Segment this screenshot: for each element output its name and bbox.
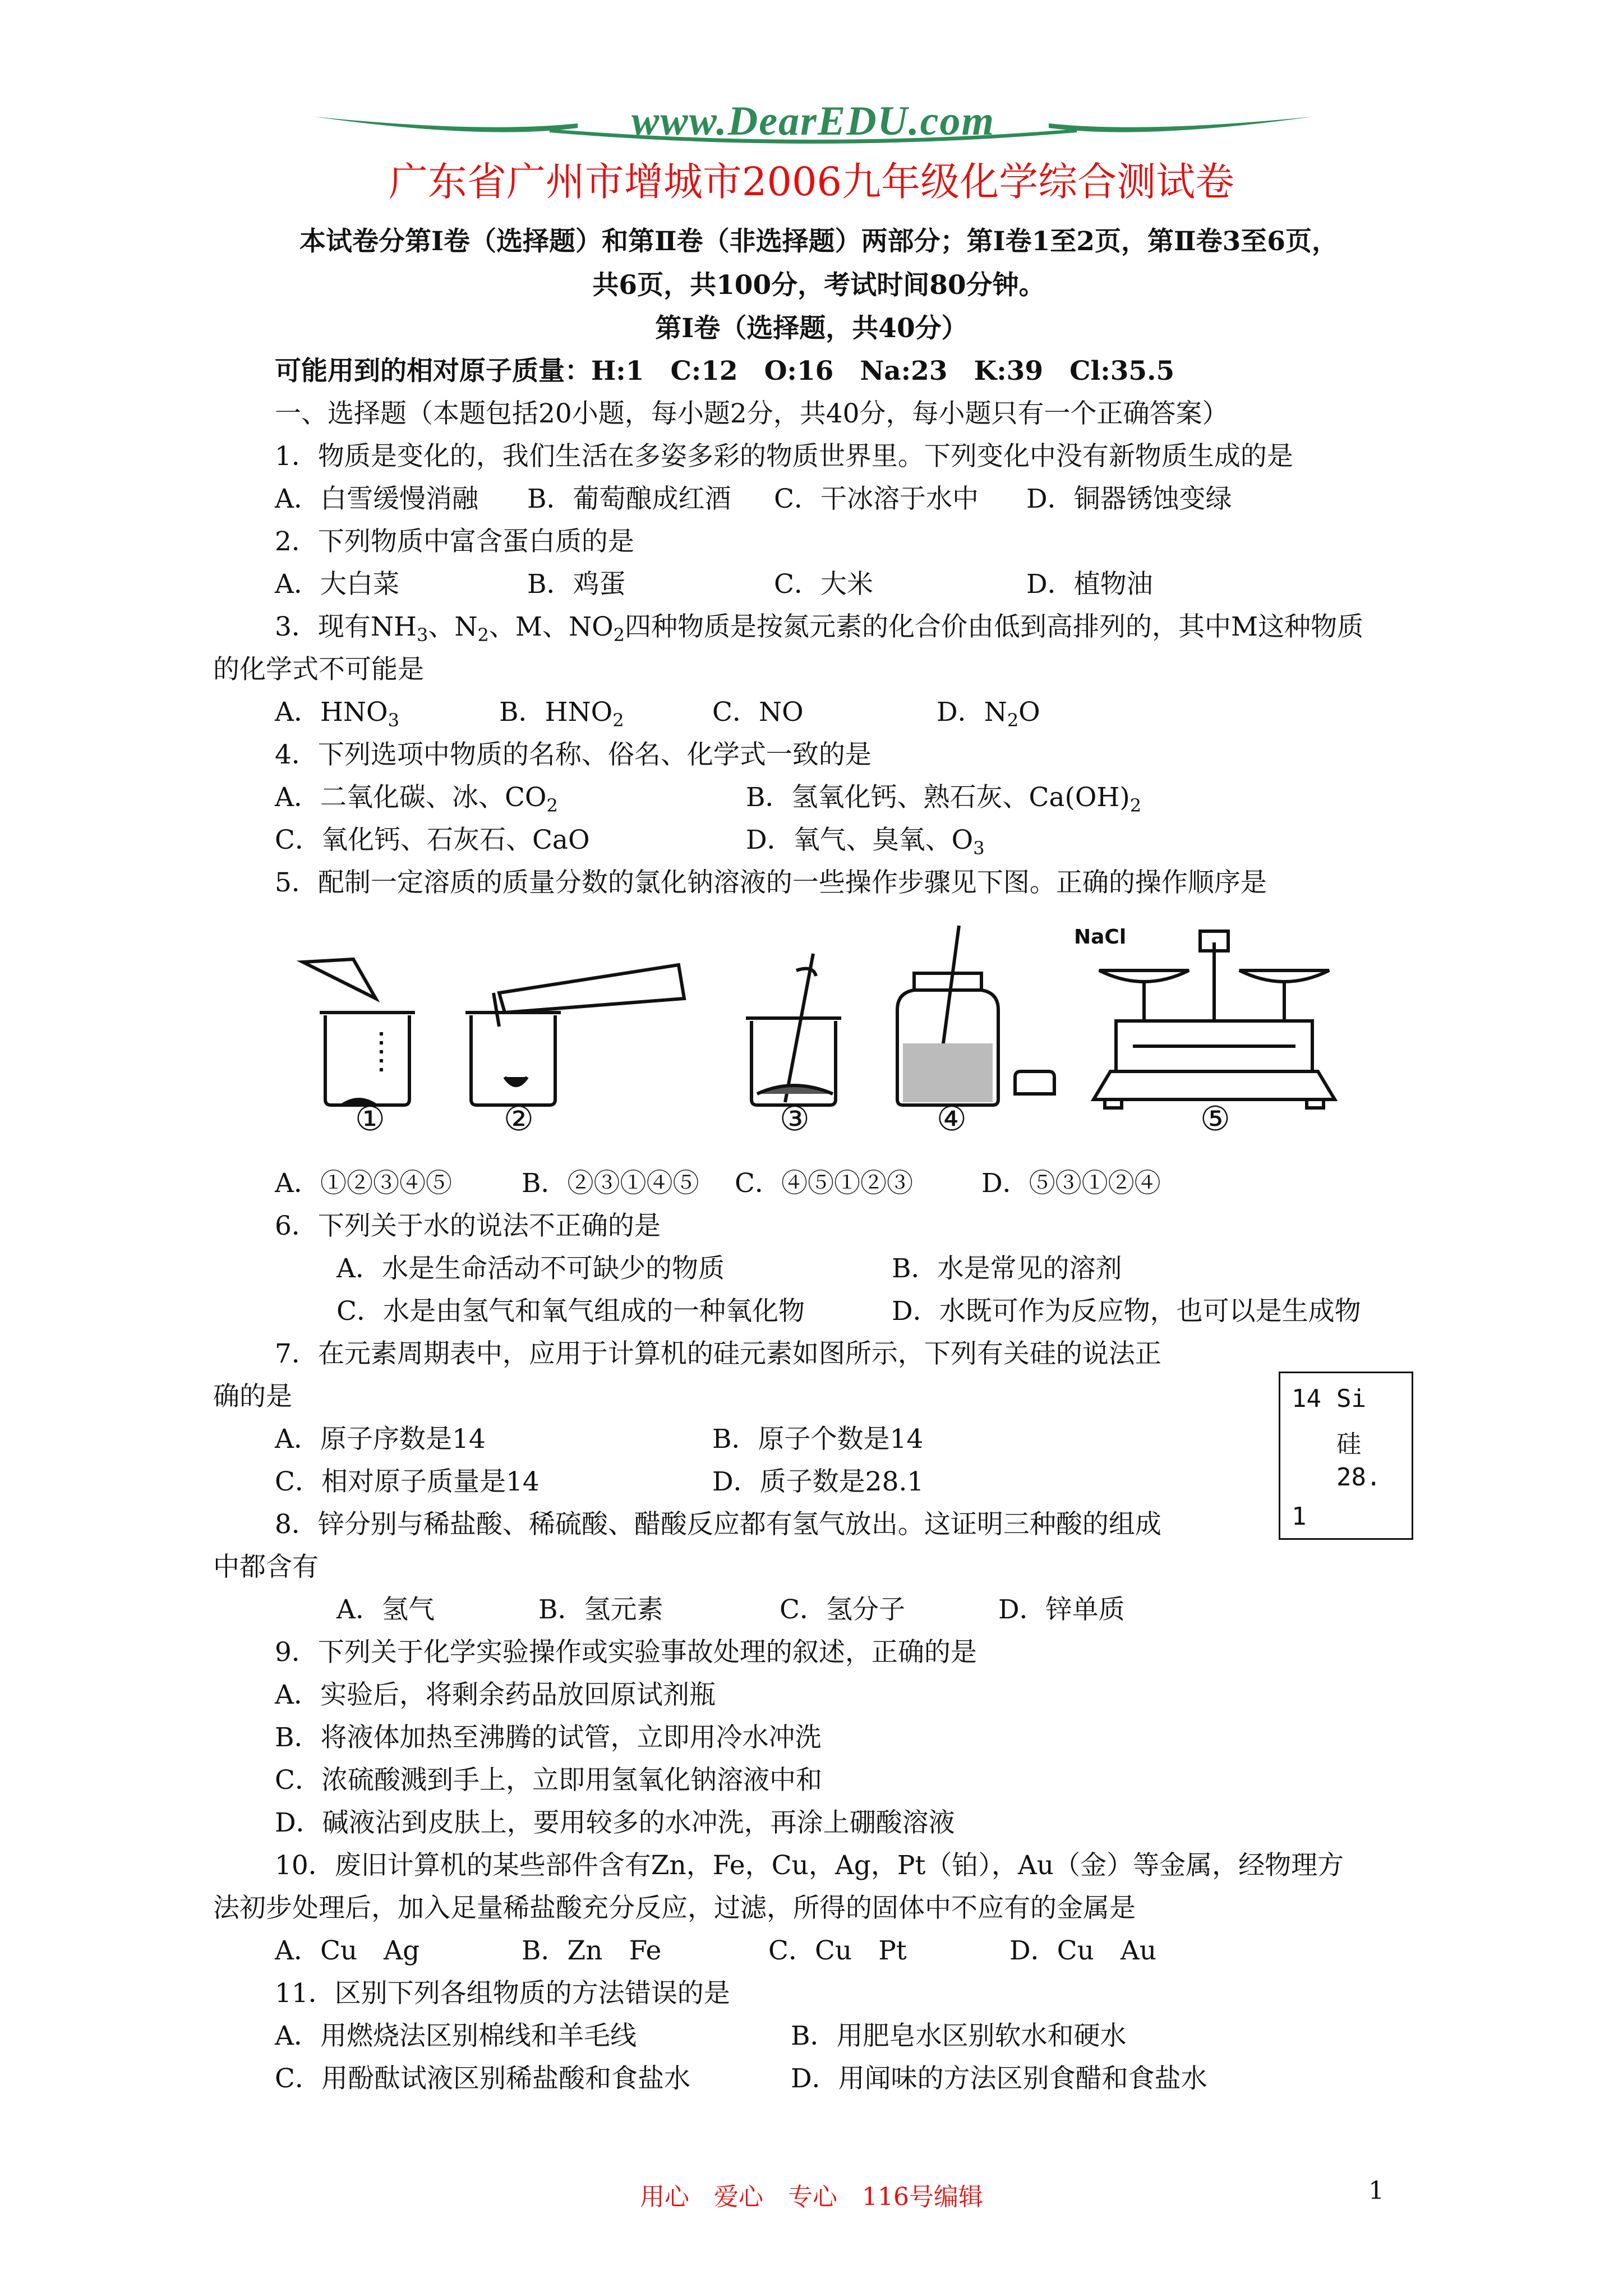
q8-stem: 8．锌分别与稀盐酸、稀硫酸、醋酸反应都有氢气放出。这证明三种酸的组成	[275, 1509, 1161, 1540]
q5-stem: 5．配制一定溶质的质量分数的氯化钠溶液的一些操作步骤见下图。正确的操作顺序是	[275, 867, 1267, 898]
q2-option-a: A．大白菜	[275, 569, 399, 600]
q3-option-c: C．NO	[712, 697, 804, 728]
q1-option-d: D．铜器锈蚀变绿	[1026, 484, 1232, 514]
q11-stem: 11．区别下列各组物质的方法错误的是	[275, 1978, 730, 2009]
q9-stem: 9．下列关于化学实验操作或实验事故处理的叙述，正确的是	[275, 1637, 977, 1668]
q4-option-d: D．氧气、臭氧、$O_3$	[746, 825, 985, 859]
page-number: 1	[1368, 2177, 1384, 2205]
q9-option-d: D．碱液沾到皮肤上，要用较多的水冲洗，再涂上硼酸溶液	[275, 1807, 955, 1838]
fig-label-5: ⑤	[1200, 1099, 1230, 1139]
silicon-element-card	[1279, 1372, 1413, 1540]
lab-apparatus-icon	[292, 909, 1357, 1111]
page-footer: 用心 爱心 专心 116号编辑	[640, 2183, 983, 2211]
si-atomic-number: 14	[1292, 1384, 1321, 1413]
q7-option-c: C．相对原子质量是14	[275, 1466, 540, 1497]
q9-option-b: B．将液体加热至沸腾的试管，立即用冷水冲洗	[275, 1722, 822, 1753]
reagent-bottle-icon	[897, 926, 1054, 1105]
q4-stem: 4．下列选项中物质的名称、俗名、化学式一致的是	[275, 739, 872, 770]
q1-option-a: A．白雪缓慢消融	[275, 484, 478, 514]
q6-option-c: C．水是由氢气和氧气组成的一种氧化物	[336, 1296, 805, 1327]
si-symbol: Si	[1336, 1384, 1366, 1413]
fig-nacl-label: NaCl	[1074, 926, 1127, 949]
q5-figure	[292, 909, 1357, 1161]
site-banner	[314, 94, 1312, 156]
balance-icon	[1094, 931, 1335, 1108]
q1-option-c: C．干冰溶于水中	[774, 484, 979, 514]
site-name: www.DearEDU.com	[631, 98, 995, 144]
page-title: 广东省广州市增城市2006九年级化学综合测试卷	[388, 159, 1235, 205]
si-name: 硅	[1336, 1430, 1361, 1458]
intro	[213, 220, 1424, 307]
q10-option-c: C．Cu Pt	[768, 1935, 907, 1966]
fig-label-1: ①	[355, 1099, 385, 1139]
q11-option-a: A．用燃烧法区别棉线和羊毛线	[275, 2021, 637, 2051]
q8-option-a: A．氢气	[336, 1594, 435, 1625]
atomic-masses: 可能用到的相对原子质量：H:1 C:12 O:16 Na:23 K:39 Cl:35.5	[275, 356, 1175, 386]
q6-option-d: D．水既可作为反应物，也可以是生成物	[892, 1296, 1361, 1327]
q11-option-d: D．用闻味的方法区别食醋和食盐水	[791, 2063, 1207, 2094]
q5-option-b: B．②③①④⑤	[522, 1168, 699, 1199]
q4-option-b: B．氢氧化钙、熟石灰、$Ca(OH)_2$	[746, 782, 1142, 816]
q8-option-b: B．氢元素	[538, 1594, 663, 1625]
q7-option-b: B．原子个数是14	[712, 1424, 924, 1455]
q6-option-b: B．水是常见的溶剂	[892, 1253, 1122, 1284]
fig-label-2: ②	[504, 1099, 534, 1139]
beaker-1-icon	[303, 959, 415, 1105]
fig-label-3: ③	[780, 1099, 810, 1139]
q8-stem-2: 中都含有	[213, 1552, 319, 1582]
q3-option-d: D．$N_2O$	[937, 697, 1040, 731]
section-title: 第Ⅰ卷（选择题，共40分）	[655, 313, 968, 344]
q5-option-a: A．①②③④⑤	[275, 1168, 452, 1199]
part-one-heading: 一、选择题（本题包括20小题，每小题2分，共40分，每小题只有一个正确答案）	[275, 398, 1229, 429]
beaker-3-icon	[746, 954, 841, 1105]
si-mass-b: 1	[1292, 1502, 1307, 1531]
beaker-2-icon	[465, 965, 684, 1105]
q7-option-d: D．质子数是28.1	[712, 1466, 924, 1497]
q3-stem: 3．现有$NH_3$、$N_2$、M、$NO_2$四种物质是按氮元素的化合价由低到高排列的，其中M这种物质	[275, 611, 1364, 646]
q4-option-a: A．二氧化碳、冰、$CO_2$	[275, 782, 558, 816]
si-mass-a: 28.	[1336, 1463, 1381, 1492]
q3-stem-2: 的化学式不可能是	[213, 654, 424, 685]
q10-option-a: A．Cu Ag	[275, 1935, 420, 1966]
q10-option-b: B．Zn Fe	[522, 1935, 662, 1966]
q9-option-c: C．浓硫酸溅到手上，立即用氢氧化钠溶液中和	[275, 1765, 822, 1796]
q7-stem-2: 确的是	[213, 1381, 292, 1412]
q8-option-d: D．锌单质	[998, 1594, 1125, 1625]
q2-option-d: D．植物油	[1026, 569, 1153, 600]
intro-line-2: 共6页，共100分，考试时间80分钟。	[592, 270, 1045, 301]
q11-option-c: C．用酚酞试液区别稀盐酸和食盐水	[275, 2063, 690, 2094]
fig-label-4: ④	[937, 1099, 967, 1139]
q6-option-a: A．水是生命活动不可缺少的物质	[336, 1253, 725, 1284]
q3-option-a: A．$HNO_3$	[275, 697, 399, 731]
q10-stem: 10．废旧计算机的某些部件含有Zn，Fe，Cu，Ag，Pt（铂），Au（金）等金属，经物理方	[275, 1850, 1344, 1881]
q5-option-d: D．⑤③①②④	[981, 1168, 1161, 1199]
q7-stem: 7．在元素周期表中，应用于计算机的硅元素如图所示，下列有关硅的说法正	[275, 1338, 1161, 1369]
q1-option-b: B．葡萄酿成红酒	[527, 484, 731, 514]
q10-stem-2: 法初步处理后，加入足量稀盐酸充分反应，过滤，所得的固体中不应有的金属是	[213, 1893, 1136, 1924]
q5-option-c: C．④⑤①②③	[735, 1168, 913, 1199]
q2-stem: 2．下列物质中富含蛋白质的是	[275, 526, 634, 557]
q9-option-a: A．实验后，将剩余药品放回原试剂瓶	[275, 1680, 716, 1710]
q6-stem: 6．下列关于水的说法不正确的是	[275, 1211, 661, 1241]
intro-line-1: 本试卷分第Ⅰ卷（选择题）和第Ⅱ卷（非选择题）两部分；第Ⅰ卷1至2页，第Ⅱ卷3至6页，	[299, 226, 1338, 257]
q7-option-a: A．原子序数是14	[275, 1424, 486, 1455]
q3-option-b: B．$HNO_2$	[499, 697, 624, 731]
q2-option-c: C．大米	[774, 569, 873, 600]
q2-option-b: B．鸡蛋	[527, 569, 626, 600]
q11-option-b: B．用肥皂水区别软水和硬水	[791, 2021, 1127, 2051]
q10-option-d: D．Cu Au	[1009, 1935, 1157, 1966]
q8-option-c: C．氢分子	[780, 1594, 905, 1625]
q4-option-c: C．氧化钙、石灰石、CaO	[275, 825, 590, 855]
q1-stem: 1．物质是变化的，我们生活在多姿多彩的物质世界里。下列变化中没有新物质生成的是	[275, 441, 1293, 472]
